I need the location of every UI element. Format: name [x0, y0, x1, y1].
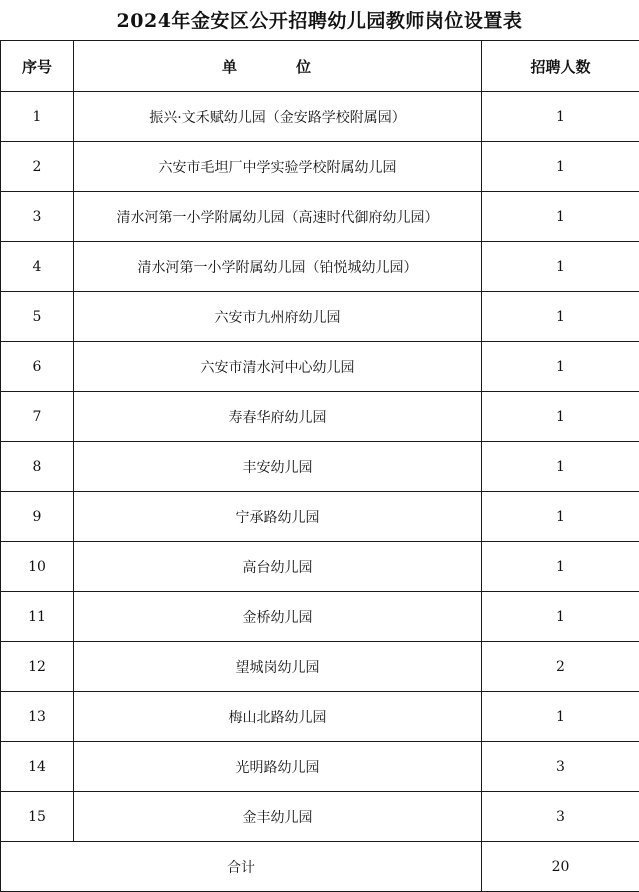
row-recruit-count: 1	[482, 142, 639, 192]
row-unit-name: 振兴·文禾赋幼儿园（金安路学校附属园）	[74, 92, 482, 142]
row-recruit-count: 1	[482, 592, 639, 642]
table-row	[1, 142, 639, 192]
row-serial-number: 11	[1, 592, 74, 642]
total-label: 合计	[1, 842, 482, 892]
table-row	[1, 242, 639, 292]
header-recruit-count: 招聘人数	[482, 41, 639, 92]
table-row	[1, 392, 639, 442]
row-unit-name: 金桥幼儿园	[74, 592, 482, 642]
table-row	[1, 292, 639, 342]
table-row	[1, 442, 639, 492]
row-serial-number: 6	[1, 342, 74, 392]
row-unit-name: 光明路幼儿园	[74, 742, 482, 792]
row-recruit-count: 3	[482, 792, 639, 842]
row-unit-name: 六安市清水河中心幼儿园	[74, 342, 482, 392]
row-serial-number: 14	[1, 742, 74, 792]
table-row	[1, 742, 639, 792]
table-row	[1, 692, 639, 742]
row-serial-number: 7	[1, 392, 74, 442]
row-serial-number: 9	[1, 492, 74, 542]
row-recruit-count: 1	[482, 392, 639, 442]
row-serial-number: 1	[1, 92, 74, 142]
row-serial-number: 5	[1, 292, 74, 342]
row-unit-name: 清水河第一小学附属幼儿园（高速时代御府幼儿园）	[74, 192, 482, 242]
row-recruit-count: 3	[482, 742, 639, 792]
row-unit-name: 梅山北路幼儿园	[74, 692, 482, 742]
row-serial-number: 15	[1, 792, 74, 842]
row-unit-name: 丰安幼儿园	[74, 442, 482, 492]
total-value: 20	[482, 842, 639, 892]
row-serial-number: 8	[1, 442, 74, 492]
header-unit: 单 位	[74, 41, 482, 92]
table-row	[1, 792, 639, 842]
table-row	[1, 492, 639, 542]
row-recruit-count: 1	[482, 292, 639, 342]
table-row	[1, 342, 639, 392]
row-recruit-count: 1	[482, 542, 639, 592]
row-unit-name: 寿春华府幼儿园	[74, 392, 482, 442]
table-row	[1, 92, 639, 142]
row-serial-number: 3	[1, 192, 74, 242]
table-row	[1, 642, 639, 692]
row-unit-name: 金丰幼儿园	[74, 792, 482, 842]
header-row	[1, 41, 639, 92]
table-row	[1, 592, 639, 642]
document-title: 2024年金安区公开招聘幼儿园教师岗位设置表	[0, 0, 639, 40]
table-row	[1, 542, 639, 592]
row-unit-name: 六安市九州府幼儿园	[74, 292, 482, 342]
row-recruit-count: 1	[482, 242, 639, 292]
row-unit-name: 宁承路幼儿园	[74, 492, 482, 542]
table-row	[1, 192, 639, 242]
row-recruit-count: 1	[482, 342, 639, 392]
row-serial-number: 13	[1, 692, 74, 742]
row-serial-number: 10	[1, 542, 74, 592]
header-serial-number: 序号	[1, 41, 74, 92]
row-recruit-count: 1	[482, 442, 639, 492]
row-unit-name: 清水河第一小学附属幼儿园（铂悦城幼儿园）	[74, 242, 482, 292]
row-recruit-count: 2	[482, 642, 639, 692]
row-recruit-count: 1	[482, 692, 639, 742]
row-unit-name: 望城岗幼儿园	[74, 642, 482, 692]
total-row	[1, 842, 639, 892]
row-serial-number: 2	[1, 142, 74, 192]
row-serial-number: 12	[1, 642, 74, 692]
row-recruit-count: 1	[482, 192, 639, 242]
positions-table	[0, 40, 639, 892]
row-unit-name: 六安市毛坦厂中学实验学校附属幼儿园	[74, 142, 482, 192]
row-recruit-count: 1	[482, 92, 639, 142]
row-serial-number: 4	[1, 242, 74, 292]
table-body	[1, 92, 639, 892]
row-unit-name: 高台幼儿园	[74, 542, 482, 592]
row-recruit-count: 1	[482, 492, 639, 542]
